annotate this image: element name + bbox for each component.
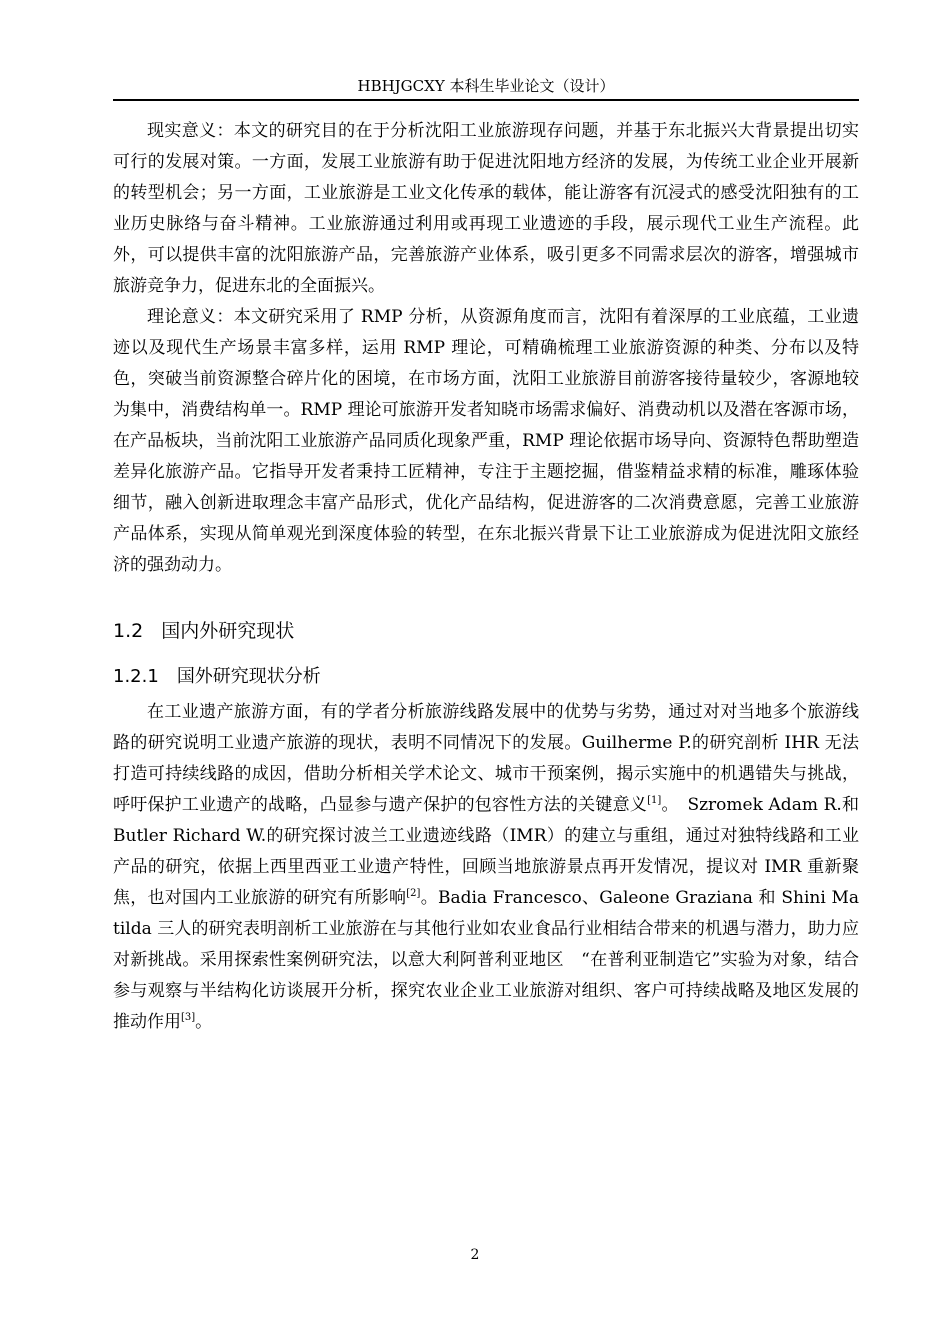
section-title: 国内外研究现状 [161,620,295,642]
section-heading-1-2 [113,617,859,645]
section-number: 1.2.1 [113,666,159,687]
paragraph-text: 。Badia Francesco、Galeone Graziana 和 Shini Matilda 三人的研究表明剖析工业旅游在与其他行业如农业食品行业相结合带来的机遇与潜力，助力应对新挑战。采用探索性案例研究法，以意大利阿普利亚地区 “在普利亚制造它”实验为对象，结合参与观察与半结构化访谈展开分析，探究农业企业工业旅游对组织、客户可持续战略及地区发展的推动作用 [113,888,860,1032]
citation-ref: [2] [406,888,421,899]
page-number: 2 [470,1247,480,1263]
section-heading-1-2-1 [113,663,859,691]
section-title: 国外研究现状分析 [176,666,321,687]
paragraph-text: 。 [195,1012,213,1032]
paragraph-practical-significance: 现实意义：本文的研究目的在于分析沈阳工业旅游现存问题，并基于东北振兴大背景提出切实可行的发展对策。一方面，发展工业旅游有助于促进沈阳地方经济的发展，为传统工业企业开展新的转型机会；另一方面，工业旅游是工业文化传承的载体，能让游客有沉浸式的感受沈阳独有的工业历史脉络与奋斗精神。工业旅游通过利用或再现工业遗迹的手段，展示现代工业生产流程。此外，可以提供丰富的沈阳旅游产品，完善旅游产业体系，吸引更多不同需求层次的游客，增强城市旅游竞争力，促进东北的全面振兴。 [113,121,859,296]
running-header: HBHJGCXY 本科生毕业论文（设计） [357,77,615,95]
citation-ref: [3] [181,1012,196,1023]
paragraph-text: 。 Szromek Adam R.和 Butler Richard W.的研究探讨波兰工业遗迹线路（IMR）的建立与重组，通过对独特线路和工业产品的研究，依据上西里西亚工业遗产特性，回顾当地旅游景点再开发情况，提议对 IMR 重新聚焦，也对国内工业旅游的研究有所影响 [113,795,877,908]
paragraph-text: 在工业遗产旅游方面，有的学者分析旅游线路发展中的优势与劣势，通过对对当地多个旅游线路的研究说明工业遗产旅游的现状，表明不同情况下的发展。Guilherme P.的研究剖析 IHR 无法打造可持续线路的成因，借助分析相关学术论文、城市干预案例，揭示实施中的机遇错失与挑战，呼吁保护工业遗产的战略，凸显参与遗产保护的包容性方法的关键意义 [113,702,859,815]
body-text [113,116,877,1038]
paragraph-theoretical-significance: 理论意义：本文研究采用了 RMP 分析，从资源角度而言，沈阳有着深厚的工业底蕴，工业遗迹以及现代生产场景丰富多样，运用 RMP 理论，可精确梳理工业旅游资源的种类、分布以及特色，突破当前资源整合碎片化的困境，在市场方面，沈阳工业旅游目前游客接待量较少，客源地较为集中，消费结构单一。RMP 理论可旅游开发者知晓市场需求偏好、消费动机以及潜在客源市场，在产品板块，当前沈阳工业旅游产品同质化现象严重，RMP 理论依据市场导向、资源特色帮助塑造差异化旅游产品。它指导开发者秉持工匠精神，专注于主题挖掘，借鉴精益求精的标准，雕琢体验细节，融入创新进取理念丰富产品形式，优化产品结构，促进游客的二次消费意愿，完善工业旅游产品体系，实现从简单观光到深度体验的转型，在东北振兴背景下让工业旅游成为促进沈阳文旅经济的强劲动力。 [113,307,859,575]
header-rule [113,99,859,101]
paragraph-foreign-research [113,697,877,1038]
citation-ref: [1] [647,795,662,806]
section-number: 1.2 [113,620,144,642]
